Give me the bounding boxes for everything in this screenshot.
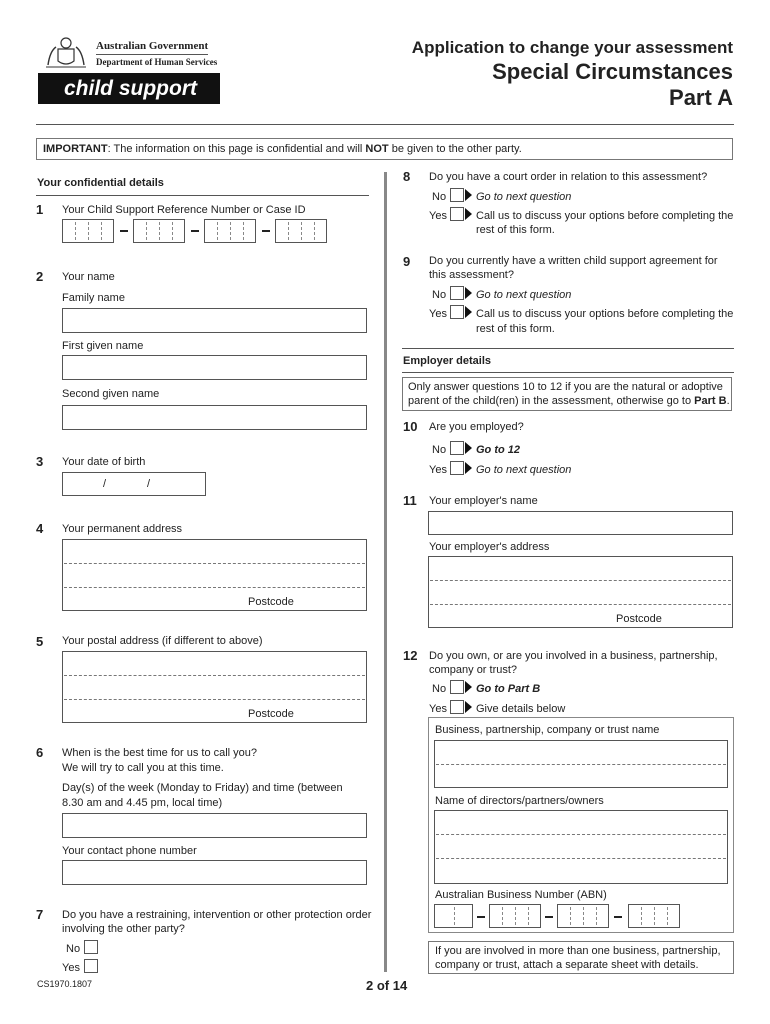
postal-address-line-1 bbox=[64, 675, 365, 676]
first-name-field[interactable] bbox=[62, 355, 367, 380]
q6-days-line-1: Day(s) of the week (Monday to Friday) and time (between bbox=[62, 782, 343, 794]
dob-field[interactable] bbox=[62, 472, 206, 496]
q7-line-1: Do you have a restraining, intervention or other protection order bbox=[62, 909, 372, 921]
q6-line-2: We will try to call you at this time. bbox=[62, 762, 224, 774]
form-title: Application to change your assessment bbox=[411, 38, 733, 57]
q9-line-1: Do you currently have a written child support agreement for bbox=[429, 255, 718, 267]
important-not: NOT bbox=[365, 143, 389, 155]
business-name-line bbox=[436, 764, 726, 765]
q12-no-label: No bbox=[432, 683, 447, 695]
q10-no-checkbox[interactable] bbox=[450, 441, 464, 455]
form-part: Part A bbox=[669, 85, 733, 110]
phone-label: Your contact phone number bbox=[62, 845, 197, 857]
q10-no-arrow-icon bbox=[465, 442, 472, 454]
abn-dash-1 bbox=[477, 916, 485, 918]
q8-yes-checkbox[interactable] bbox=[450, 207, 464, 221]
business-name-label: Business, partnership, company or trust name bbox=[435, 724, 660, 736]
q5-label: Your postal address (if different to above) bbox=[62, 635, 263, 647]
crn-segment-2[interactable] bbox=[133, 219, 185, 243]
q12-number: 12 bbox=[403, 648, 418, 663]
q7-number: 7 bbox=[36, 907, 44, 922]
q12-yes-arrow-icon bbox=[465, 701, 472, 713]
permanent-postcode-label: Postcode bbox=[248, 596, 294, 608]
page-number: 2 of 14 bbox=[366, 978, 408, 993]
q5-number: 5 bbox=[36, 634, 44, 649]
q10-yes-checkbox[interactable] bbox=[450, 461, 464, 475]
abn-segment-4[interactable] bbox=[628, 904, 680, 928]
permanent-address-field[interactable] bbox=[62, 539, 367, 611]
q7-yes-checkbox[interactable] bbox=[84, 959, 98, 973]
employer-note bbox=[402, 377, 732, 411]
employer-name-field[interactable] bbox=[428, 511, 733, 535]
brand-banner bbox=[38, 73, 220, 104]
first-name-label: First given name bbox=[62, 340, 144, 352]
q12-yes-label: Yes bbox=[429, 703, 447, 715]
dob-sep-2: / bbox=[147, 478, 151, 490]
q6-days-line-2: 8.30 am and 4.45 pm, local time) bbox=[62, 797, 223, 809]
q9-no-label: No bbox=[432, 289, 447, 301]
important-label: IMPORTANT bbox=[43, 143, 108, 155]
postal-address-field[interactable] bbox=[62, 651, 367, 723]
form-subtitle: Special Circumstances bbox=[492, 59, 733, 84]
important-text bbox=[43, 143, 522, 156]
crn-segment-1[interactable] bbox=[62, 219, 114, 243]
q7-line-2: involving the other party? bbox=[62, 923, 185, 935]
q9-no-action: Go to next question bbox=[476, 289, 572, 301]
postal-postcode-label: Postcode bbox=[248, 708, 294, 720]
brand-label: child support bbox=[64, 77, 197, 100]
employer-note-2c: . bbox=[726, 395, 730, 407]
directors-line-1 bbox=[436, 834, 726, 835]
q8-yes-label: Yes bbox=[429, 210, 447, 222]
phone-field[interactable] bbox=[62, 860, 367, 885]
q7-yes-label: Yes bbox=[62, 962, 80, 974]
abn-segment-1[interactable] bbox=[434, 904, 473, 928]
q9-yes-action-2: rest of this form. bbox=[476, 323, 555, 335]
q9-yes-arrow-icon bbox=[465, 306, 472, 318]
q12-yes-checkbox[interactable] bbox=[450, 700, 464, 714]
postal-address-line-2 bbox=[64, 699, 365, 700]
q6-line-1: When is the best time for us to call you? bbox=[62, 747, 258, 759]
q12-line-2: company or trust? bbox=[429, 664, 518, 676]
q10-yes-label: Yes bbox=[429, 464, 447, 476]
q9-yes-action-1: Call us to discuss your options before completing the bbox=[476, 308, 734, 320]
directors-label: Name of directors/partners/owners bbox=[435, 795, 604, 807]
q12-yes-action: Give details below bbox=[476, 703, 566, 715]
employer-rule-top bbox=[402, 348, 734, 349]
multiple-business-note-2: company or trust, attach a separate sheet with details. bbox=[435, 959, 699, 971]
q9-yes-checkbox[interactable] bbox=[450, 305, 464, 319]
government-crest-icon bbox=[44, 35, 88, 69]
employer-address-line-1 bbox=[430, 580, 731, 581]
q9-no-arrow-icon bbox=[465, 287, 472, 299]
gov-divider bbox=[96, 54, 208, 55]
q12-line-1: Do you own, or are you involved in a business, partnership, bbox=[429, 650, 718, 662]
permanent-address-line-1 bbox=[64, 563, 365, 564]
q8-no-action: Go to next question bbox=[476, 191, 572, 203]
q7-no-label: No bbox=[66, 943, 81, 955]
multiple-business-note bbox=[428, 941, 734, 974]
q3-label: Your date of birth bbox=[62, 456, 146, 468]
employer-address-line-2 bbox=[430, 604, 731, 605]
q7-no-checkbox[interactable] bbox=[84, 940, 98, 954]
employer-title: Employer details bbox=[403, 355, 492, 367]
q9-yes-label: Yes bbox=[429, 308, 447, 320]
q3-number: 3 bbox=[36, 454, 44, 469]
q9-line-2: this assessment? bbox=[429, 269, 514, 281]
q8-label: Do you have a court order in relation to this assessment? bbox=[429, 171, 708, 183]
q8-yes-arrow-icon bbox=[465, 208, 472, 220]
abn-segment-2[interactable] bbox=[489, 904, 541, 928]
q11-label: Your employer's name bbox=[429, 495, 538, 507]
q8-number: 8 bbox=[403, 169, 411, 184]
q10-no-action: Go to 12 bbox=[476, 444, 521, 456]
directors-field[interactable] bbox=[434, 810, 728, 884]
employer-note-line-1: Only answer questions 10 to 12 if you are the natural or adoptive bbox=[408, 381, 723, 393]
abn-dash-3 bbox=[614, 916, 622, 918]
q10-yes-arrow-icon bbox=[465, 462, 472, 474]
q6-number: 6 bbox=[36, 745, 44, 760]
q10-label: Are you employed? bbox=[429, 421, 524, 433]
call-time-field[interactable] bbox=[62, 813, 367, 838]
employer-address-field[interactable] bbox=[428, 556, 733, 628]
family-name-label: Family name bbox=[62, 292, 125, 304]
employer-note-part-b: Part B bbox=[694, 395, 727, 407]
important-text-a: : The information on this page is confidential and will bbox=[107, 143, 366, 155]
q8-yes-action-1: Call us to discuss your options before completing the bbox=[476, 210, 734, 222]
abn-segment-3[interactable] bbox=[557, 904, 609, 928]
crn-segment-3[interactable] bbox=[204, 219, 256, 243]
q8-no-checkbox[interactable] bbox=[450, 188, 464, 202]
employer-postcode-label: Postcode bbox=[616, 613, 662, 625]
employer-rule-bottom bbox=[402, 372, 734, 373]
q10-yes-action: Go to next question bbox=[476, 464, 572, 476]
q10-no-label: No bbox=[432, 444, 447, 456]
crn-dash-3 bbox=[262, 230, 270, 232]
column-divider bbox=[384, 172, 387, 972]
q8-no-label: No bbox=[432, 191, 447, 203]
q4-label: Your permanent address bbox=[62, 523, 183, 535]
q10-number: 10 bbox=[403, 419, 418, 434]
employer-address-label: Your employer's address bbox=[429, 541, 550, 553]
dob-sep-1: / bbox=[103, 478, 107, 490]
gov-line-2: Department of Human Services bbox=[96, 57, 218, 67]
employer-note-line-2 bbox=[408, 395, 730, 408]
q1-label: Your Child Support Reference Number or Case ID bbox=[62, 204, 306, 216]
q12-no-arrow-icon bbox=[465, 681, 472, 693]
form-code: CS1970.1807 bbox=[37, 979, 93, 989]
gov-line-1: Australian Government bbox=[96, 40, 209, 52]
q11-number: 11 bbox=[403, 493, 417, 508]
q9-no-checkbox[interactable] bbox=[450, 286, 464, 300]
family-name-field[interactable] bbox=[62, 308, 367, 333]
crn-dash-1 bbox=[120, 230, 128, 232]
directors-line-2 bbox=[436, 858, 726, 859]
important-notice bbox=[36, 138, 733, 160]
important-text-b: be given to the other party. bbox=[388, 143, 522, 155]
q2-label: Your name bbox=[62, 271, 115, 283]
second-name-label: Second given name bbox=[62, 388, 160, 400]
section-rule-left bbox=[36, 195, 369, 196]
q8-no-arrow-icon bbox=[465, 189, 472, 201]
abn-label: Australian Business Number (ABN) bbox=[435, 889, 607, 901]
q8-yes-action-2: rest of this form. bbox=[476, 224, 555, 236]
second-name-field[interactable] bbox=[62, 405, 367, 430]
q2-number: 2 bbox=[36, 269, 44, 284]
header-rule bbox=[36, 124, 734, 125]
section-title-confidential: Your confidential details bbox=[37, 177, 164, 189]
q12-no-checkbox[interactable] bbox=[450, 680, 464, 694]
q4-number: 4 bbox=[36, 521, 44, 536]
q12-no-action: Go to Part B bbox=[476, 683, 541, 695]
crn-segment-4[interactable] bbox=[275, 219, 327, 243]
multiple-business-note-1: If you are involved in more than one business, partnership, bbox=[435, 945, 721, 957]
permanent-address-line-2 bbox=[64, 587, 365, 588]
employer-note-2a: parent of the child(ren) in the assessment, otherwise go to bbox=[408, 395, 695, 407]
abn-dash-2 bbox=[545, 916, 553, 918]
q1-number: 1 bbox=[36, 202, 44, 217]
q9-number: 9 bbox=[403, 254, 411, 269]
crn-dash-2 bbox=[191, 230, 199, 232]
